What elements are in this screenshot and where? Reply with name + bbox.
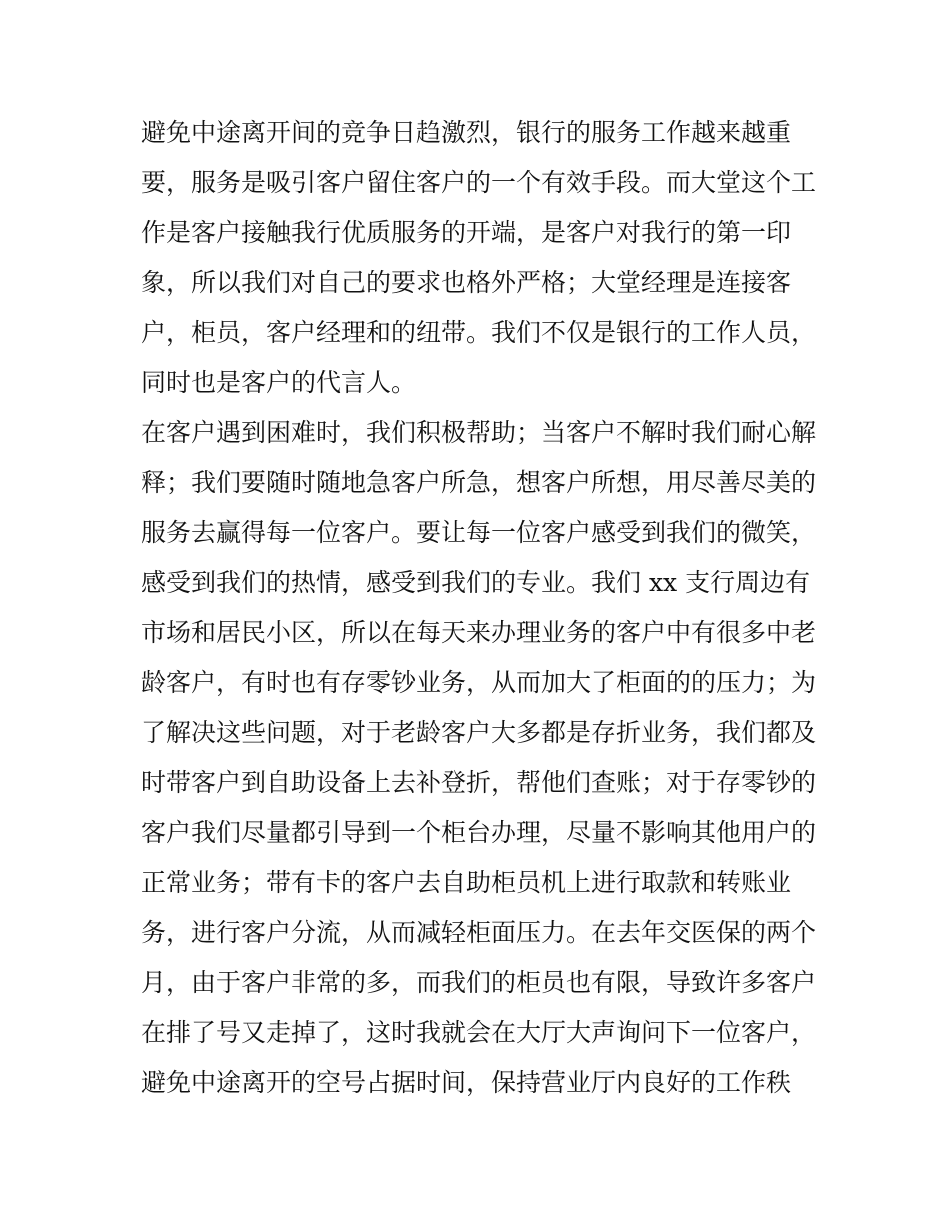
text-line-6: 同时也是客户的代言人。	[141, 368, 417, 397]
text-line-17: 务，进行客户分流，从而减轻柜面压力。在去年交医保的两个	[141, 918, 817, 947]
text-line-12: 龄客户，有时也有存零钞业务，从而加大了柜面的的压力；为	[141, 668, 817, 697]
text-line-20: 避免中途离开的空号占据时间，保持营业厅内良好的工作秩	[141, 1068, 792, 1097]
text-line-13: 了解决这些问题，对于老龄客户大多都是存折业务，我们都及	[141, 718, 817, 747]
text-line-1: 避免中途离开间的竞争日趋激烈，银行的服务工作越来越重	[141, 118, 792, 147]
text-line-4: 象，所以我们对自己的要求也格外严格；大堂经理是连接客	[141, 268, 792, 297]
text-line-18: 月，由于客户非常的多，而我们的柜员也有限，导致许多客户	[141, 968, 817, 997]
text-line-5: 户，柜员，客户经理和的纽带。我们不仅是银行的工作人员，	[141, 318, 817, 347]
text-line-15: 客户我们尽量都引导到一个柜台办理，尽量不影响其他用户的	[141, 818, 817, 847]
text-line-3: 作是客户接触我行优质服务的开端，是客户对我行的第一印	[141, 218, 792, 247]
text-line-7: 在客户遇到困难时，我们积极帮助；当客户不解时我们耐心解	[141, 418, 817, 447]
text-line-9: 服务去赢得每一位客户。要让每一位客户感受到我们的微笑，	[141, 518, 817, 547]
text-line-16: 正常业务；带有卡的客户去自助柜员机上进行取款和转账业	[141, 868, 792, 897]
document-text-body	[141, 108, 821, 1108]
text-line-2: 要，服务是吸引客户留住客户的一个有效手段。而大堂这个工	[141, 168, 817, 197]
text-line-10: 感受到我们的热情，感受到我们的专业。我们 xx 支行周边有	[141, 568, 811, 597]
text-line-8: 释；我们要随时随地急客户所急，想客户所想，用尽善尽美的	[141, 468, 817, 497]
text-line-11: 市场和居民小区，所以在每天来办理业务的客户中有很多中老	[141, 618, 817, 647]
text-line-19: 在排了号又走掉了，这时我就会在大厅大声询问下一位客户，	[141, 1018, 817, 1047]
text-line-14: 时带客户到自助设备上去补登折，帮他们查账；对于存零钞的	[141, 768, 817, 797]
